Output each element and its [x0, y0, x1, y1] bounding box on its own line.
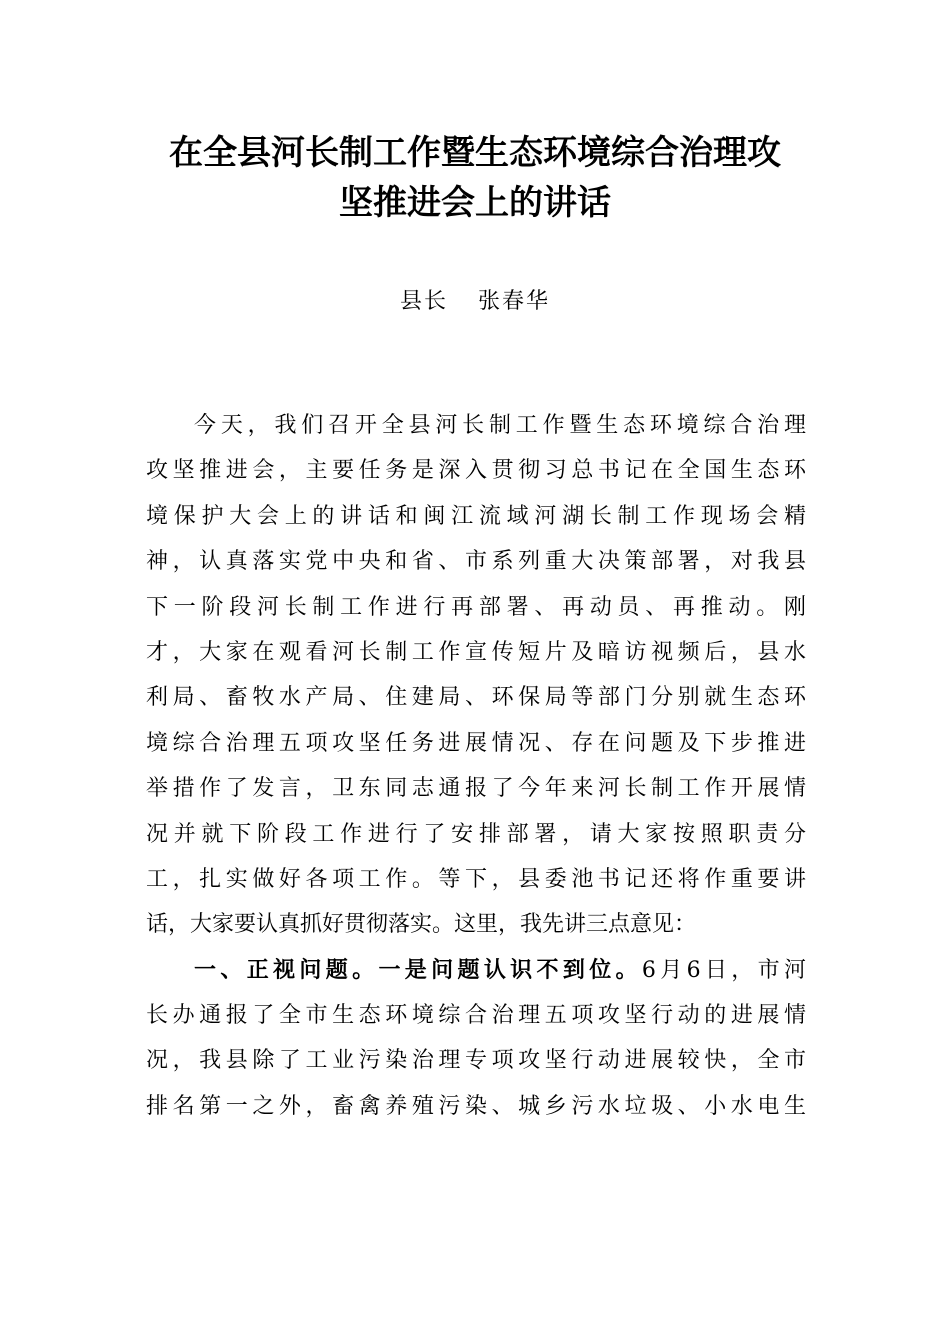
paragraph-1-line: 神，认真落实党中央和省、市系列重大决策部署，对我县 — [146, 549, 806, 575]
paragraph-1-line: 今天，我们召开全县河长制工作暨生态环境综合治理 — [194, 413, 806, 438]
paragraph-1-line: 攻坚推进会，主要任务是深入贯彻习总书记在全国生态环 — [146, 458, 806, 484]
paragraph-1-line: 才，大家在观看河长制工作宣传短片及暗访视频后，县水 — [146, 639, 806, 665]
section-1-first-line-text: 6月6日，市河 — [641, 957, 806, 983]
paragraph-1-line: 工，扎实做好各项工作。等下，县委池书记还将作重要讲 — [146, 866, 806, 892]
paragraph-1-line: 利局、畜牧水产局、住建局、环保局等部门分别就生态环 — [146, 685, 806, 711]
paragraph-1-line: 话，大家要认真抓好贯彻落实。这里，我先讲三点意见： — [146, 912, 697, 938]
section-1-first-line — [146, 948, 806, 993]
section-1-subheading: 一是问题认识不到位。 — [378, 957, 642, 983]
paragraph-1-line: 况并就下阶段工作进行了安排部署，请大家按照职责分 — [146, 821, 806, 847]
paragraph-1-line: 境综合治理五项攻坚任务进展情况、存在问题及下步推进 — [146, 730, 806, 756]
section-1-line: 排名第一之外，畜禽养殖污染、城乡污水垃圾、小水电生 — [146, 1093, 806, 1119]
title-line-2: 坚推进会上的讲话 — [339, 183, 611, 223]
section-1-line: 长办通报了全市生态环境综合治理五项攻坚行动的进展情 — [146, 1003, 806, 1029]
paragraph-1-line: 下一阶段河长制工作进行再部署、再动员、再推动。刚 — [146, 594, 806, 620]
section-1-line: 况，我县除了工业污染治理专项攻坚行动进展较快，全市 — [146, 1048, 806, 1074]
document-body — [146, 403, 806, 1129]
paragraph-1-line: 举措作了发言，卫东同志通报了今年来河长制工作开展情 — [146, 776, 806, 802]
author-name: 张春华 — [478, 289, 551, 314]
section-1-heading: 一、正视问题。 — [194, 957, 379, 983]
title-line-1: 在全县河长制工作暨生态环境综合治理攻 — [169, 133, 781, 173]
author-position: 县长 — [399, 289, 448, 314]
paragraph-1-line: 境保护大会上的讲话和闽江流域河湖长制工作现场会精 — [146, 503, 806, 529]
document-title — [100, 128, 850, 228]
author-byline — [100, 284, 850, 320]
